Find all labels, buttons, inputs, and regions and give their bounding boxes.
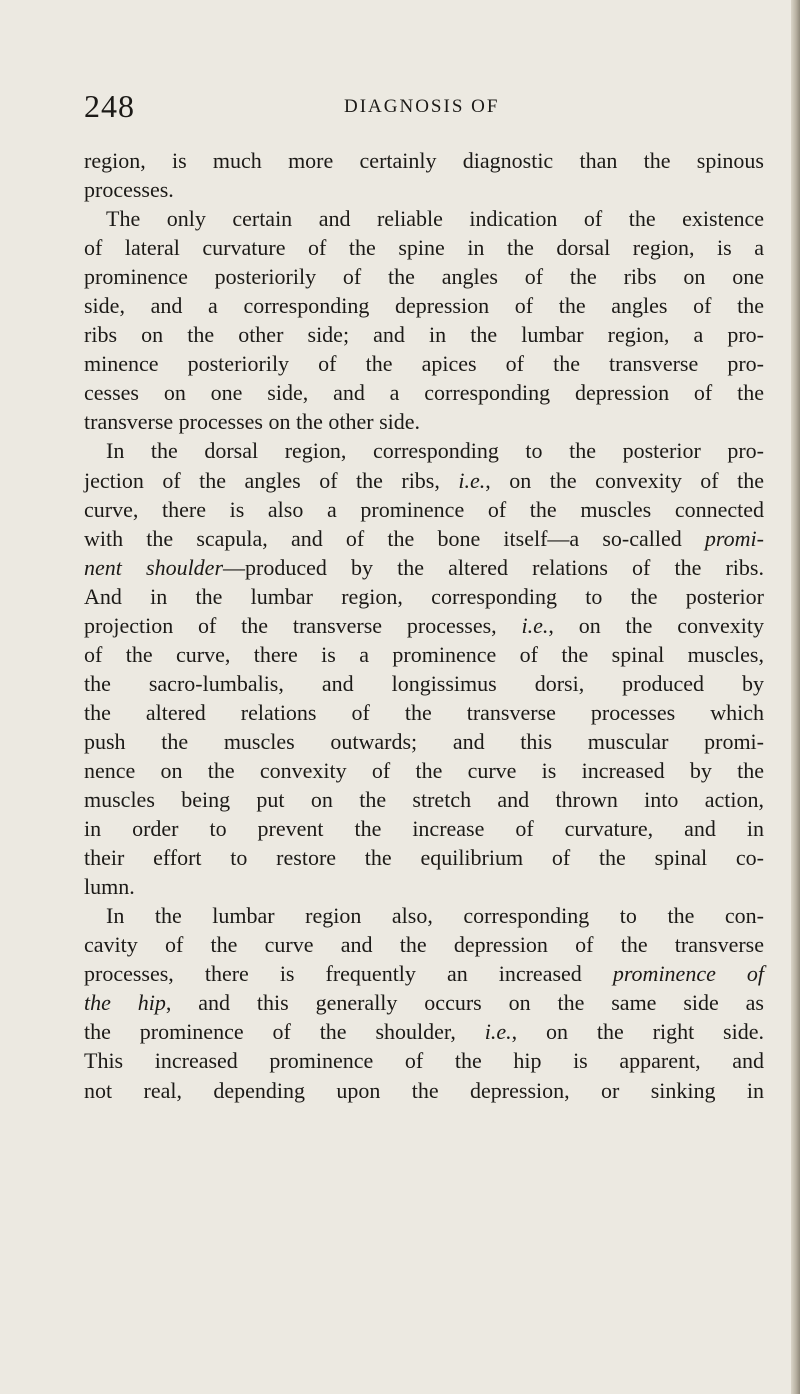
- italic-segment: prominence of: [612, 961, 764, 987]
- text-line: [84, 291, 764, 320]
- text-line: [84, 262, 764, 291]
- text-segment: of the curve, there is a prominence of the spinal muscles,: [84, 641, 764, 667]
- text-line: [84, 320, 764, 349]
- text-segment: push the muscles outwards; and this muscular promi-: [84, 728, 764, 754]
- text-segment: transverse processes on the other side.: [84, 409, 421, 435]
- text-segment: of lateral curvature of the spine in the dorsal region, is a: [84, 235, 764, 261]
- text-line: [84, 988, 764, 1017]
- text-line: [84, 204, 764, 233]
- italic-segment: promi-: [704, 525, 764, 551]
- text-line: [84, 466, 764, 495]
- text-segment: processes.: [84, 177, 174, 203]
- running-head: DIAGNOSIS OF: [344, 96, 500, 117]
- text-segment: In the dorsal region, corresponding to the posterior pro-: [106, 438, 764, 464]
- text-line: [84, 524, 764, 553]
- text-segment: the sacro-lumbalis, and longissimus dorsi, produced by: [84, 670, 764, 696]
- text-line: [84, 436, 764, 465]
- text-line: [84, 146, 764, 175]
- text-line: [84, 756, 764, 785]
- text-line: [84, 872, 764, 901]
- text-line: [84, 1017, 764, 1046]
- text-segment: processes, there is frequently an increased: [84, 961, 613, 987]
- text-line: [84, 233, 764, 262]
- text-segment: not real, depending upon the depression, or sinking in: [84, 1077, 764, 1103]
- text-line: [84, 843, 764, 872]
- text-segment: nence on the convexity of the curve is increased by the: [84, 757, 764, 783]
- italic-segment: nent shoulder: [84, 554, 224, 580]
- text-segment: —produced by the altered relations of the ribs.: [223, 554, 764, 580]
- text-line: [84, 1046, 764, 1075]
- text-line: [84, 1076, 764, 1105]
- text-segment: This increased prominence of the hip is apparent, and: [84, 1048, 764, 1074]
- text-segment: And in the lumbar region, corresponding to the posterior: [84, 583, 764, 609]
- page-edge: [791, 0, 800, 1394]
- text-segment: minence posteriorily of the apices of the transverse pro-: [84, 351, 764, 377]
- italic-segment: i.e.: [484, 1019, 512, 1045]
- text-segment: , and this generally occurs on the same side as: [165, 990, 764, 1016]
- text-segment: lumn.: [84, 874, 135, 900]
- text-line: [84, 814, 764, 843]
- text-line: [84, 553, 764, 582]
- text-line: [84, 611, 764, 640]
- text-segment: the prominence of the shoulder,: [84, 1019, 485, 1045]
- text-segment: projection of the transverse processes,: [84, 612, 522, 638]
- text-line: [84, 669, 764, 698]
- text-segment: In the lumbar region also, corresponding to the con-: [106, 903, 764, 929]
- text-segment: ribs on the other side; and in the lumbar region, a pro-: [84, 322, 764, 348]
- text-segment: cavity of the curve and the depression of the transverse: [84, 932, 764, 958]
- text-line: [84, 959, 764, 988]
- text-line: [84, 698, 764, 727]
- text-segment: side, and a corresponding depression of the angles of the: [84, 293, 764, 319]
- text-segment: , on the convexity: [548, 612, 764, 638]
- text-segment: in order to prevent the increase of curvature, and in: [84, 816, 764, 842]
- text-line: [84, 901, 764, 930]
- text-line: [84, 495, 764, 524]
- text-segment: cesses on one side, and a corresponding depression of the: [84, 380, 764, 406]
- body-text: [84, 146, 764, 1105]
- text-segment: region, is much more certainly diagnostic than the spinous: [84, 148, 764, 173]
- text-segment: , on the right side.: [511, 1019, 764, 1045]
- text-line: [84, 582, 764, 611]
- text-line: [84, 175, 764, 204]
- italic-segment: i.e.: [458, 467, 486, 493]
- italic-segment: i.e.: [521, 612, 549, 638]
- text-segment: The only certain and reliable indication of the existence: [106, 206, 764, 232]
- text-line: [84, 349, 764, 378]
- text-segment: prominence posteriorily of the angles of the ribs on one: [84, 264, 764, 290]
- text-segment: jection of the angles of the ribs,: [84, 467, 459, 493]
- text-segment: their effort to restore the equilibrium of the spinal co-: [84, 845, 764, 871]
- text-line: [84, 785, 764, 814]
- text-line: [84, 407, 764, 436]
- text-segment: with the scapula, and of the bone itself—a so-called: [84, 525, 705, 551]
- text-segment: muscles being put on the stretch and thrown into action,: [84, 787, 764, 813]
- text-segment: the altered relations of the transverse processes which: [84, 699, 764, 725]
- text-line: [84, 640, 764, 669]
- text-line: [84, 930, 764, 959]
- italic-segment: the hip: [84, 990, 166, 1016]
- text-line: [84, 727, 764, 756]
- text-line: [84, 378, 764, 407]
- text-segment: curve, there is also a prominence of the muscles connected: [84, 496, 764, 522]
- page-header: [84, 88, 764, 128]
- page-number: 248: [84, 88, 135, 124]
- text-segment: , on the convexity of the: [485, 467, 764, 493]
